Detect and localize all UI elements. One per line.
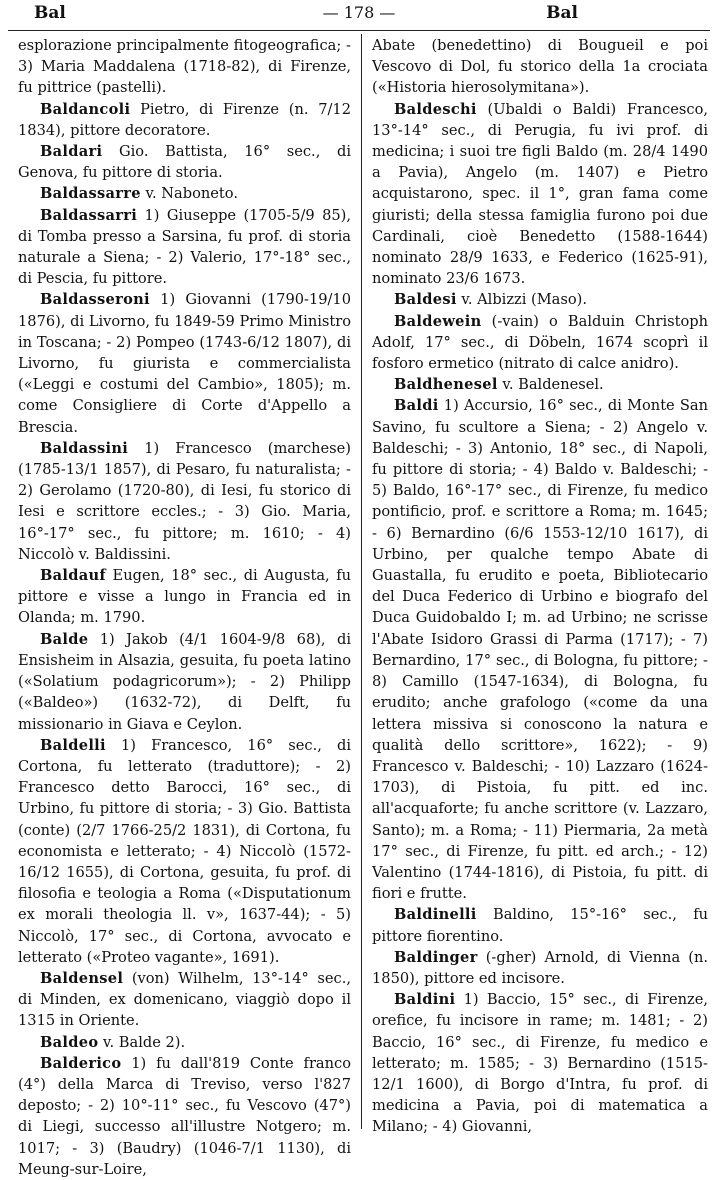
- entry-headword: Baldeo: [40, 1033, 99, 1051]
- entry-text: 1) Francesco, 16° sec., di Cortona, fu letterato (traduttore); - 2) Francesco detto Barocci, 16° sec., di Urbino, fu pittore di storia; - 3) Gio. Battista (conte) (2/7 1766-25/2 1831), di Cortona, fu economista e letterato; - 4) Niccolò (1572-16/12 1655), di Cortona, gesuita, fu prof. di filosofia e teologia a Roma («Disputationum ex morali theologia ll. v», 1637-44); - 5) Niccolò, 17° sec., di Cortona, avvocato e letterato («Proteo vagante», 1691).: [18, 736, 351, 966]
- entry-headword: Baldi: [394, 397, 439, 415]
- entry-headword: Baldassarre: [40, 185, 141, 203]
- entry-headword: Baldesi: [394, 291, 457, 309]
- entry-text: Gio. Battista, 16° sec., di Genova, fu pittore di storia.: [18, 143, 351, 182]
- entry-headword: Baldelli: [40, 736, 106, 754]
- dictionary-entry: [18, 35, 351, 99]
- dictionary-entry: [18, 735, 351, 968]
- entry-headword: Baldhenesel: [394, 376, 498, 394]
- page-header: [8, 0, 710, 30]
- entry-text: Pietro, di Firenze (n. 7/12 1834), pittore decoratore.: [18, 100, 352, 139]
- entry-text: v. Albizzi (Maso).: [461, 291, 587, 309]
- entry-text: (-gher) Arnold, di Vienna (n. 1850), pittore ed incisore.: [372, 948, 709, 987]
- entry-text: 1) Baccio, 15° sec., di Firenze, orefice, fu incisore in rame; m. 1481; - 2) Baccio, 16° sec., di Firenze, fu medico e letterato; m. 1585; - 3) Bernardino (1515-12/1 1600), di Borgo d'Intra, fu prof. di medicina a Pavia, poi di matematica a Milano; - 4) Giovanni,: [372, 991, 708, 1136]
- dictionary-entry: [18, 183, 351, 204]
- dictionary-entry: [18, 1032, 351, 1053]
- entry-headword: Baldinelli: [394, 906, 477, 924]
- running-head-right: Bal: [546, 3, 578, 23]
- entry-text: 1) Accursio, 16° sec., di Monte San Savino, fu scultore a Siena; - 2) Angelo v. Baldeschi; - 3) Antonio, 18° sec., di Napoli, fu pittore di storia; - 4) Baldo v. Baldeschi; - 5) Baldo, 16°-17° sec., di Firenze, fu medico pontificio, prof. e scrittore a Roma; m. 1645; - 6) Bernardino (6/6 1553-12/10 1617), di Urbino, per qualche tempo Abate di Guastalla, fu erudito e poeta, Bibliotecario del Duca Federico di Urbino e biografo del Duca Guidobaldo I; m. ad Urbino; ne scrisse l'Abate Isidoro Grassi di Parma (1717); - 7) Bernardino, 17° sec., di Bologna, fu pittore; - 8) Camillo (1547-1634), di Bologna, fu erudito; anche grafologo («come da una lettera missiva si conoscono la natura e qualità dello scrittore», 1622); - 9) Francesco v. Baldeschi; - 10) Lazzaro (1624-1703), di Pistoia, fu pitt. ed inc. all'acquaforte; fu anche scrittore (v. Lazzaro, Santo); m. a Roma; - 11) Piermaria, 2a metà 17° sec., di Firenze, fu pitt. ed arch.; - 12) Valentino (1744-1816), di Pistoia, fu pitt. di fiori e frutte.: [372, 397, 708, 903]
- dictionary-entry: [18, 565, 351, 629]
- entry-text: esplorazione principalmente fitogeografica; - 3) Maria Maddalena (1718-82), di Firenze, fu pittrice (pastelli).: [18, 37, 351, 97]
- dictionary-entry: [372, 289, 708, 310]
- entry-headword: Baldassini: [40, 439, 129, 457]
- entry-text: (von) Wilhelm, 13°-14° sec., di Minden, ex domenicano, viaggiò dopo il 1315 in Oriente.: [18, 969, 351, 1030]
- entry-text: 1) fu dall'819 Conte franco (4°) della Marca di Treviso, verso l'827 deposto; - 2) 10°-11° sec., fu Vescovo (47°) di Liegi, successo all'illustre Notgero; m. 1017; - 3) (Baudry) (1046-7/1 1130), di Meung-sur-Loire,: [18, 1054, 351, 1178]
- entry-headword: Baldancoli: [40, 100, 131, 118]
- entry-headword: Baldauf: [40, 567, 106, 585]
- entry-headword: Baldasseroni: [40, 291, 150, 309]
- entry-headword: Balderico: [40, 1054, 122, 1072]
- entry-text: 1) Jakob (4/1 1604-9/8 68), di Ensisheim in Alsazia, gesuita, fu poeta latino («Solatium podagricorum»); - 2) Philipp («Baldeo») (1632-72), di Delft, fu missionario in Giava e Ceylon.: [18, 630, 351, 733]
- dictionary-entry: [18, 141, 351, 183]
- entry-headword: Baldini: [394, 991, 456, 1009]
- entry-text: 1) Francesco (marchese) (1785-13/1 1857), di Pesaro, fu naturalista; - 2) Gerolamo (1720-80), di Iesi, fu storico di Iesi e scrittore eccles.; - 3) Gio. Maria, 16°-17° sec., fu pittore; m. 1610; - 4) Niccolò v. Baldissini.: [18, 439, 351, 563]
- entry-headword: Baldassarri: [40, 206, 138, 224]
- entry-text: (Ubaldi o Baldi) Francesco, 13°-14° sec., di Perugia, fu ivi prof. di medicina; i suoi tre figli Baldo (m. 28/4 1490 a Pavia), Angelo (m. 1407) e Pietro acquistarono, spec. il 1°, gran fama come giuristi; della stessa famiglia furono poi due Cardinali, cioè Benedetto (1588-1644) nominato 28/9 1633, e Federico (1625-91), nominato 23/6 1673.: [372, 100, 709, 288]
- dictionary-entry: [372, 35, 708, 99]
- dictionary-entry: [372, 311, 708, 375]
- dictionary-entry: [18, 1053, 351, 1180]
- dictionary-entry: [18, 438, 351, 565]
- right-column: [372, 35, 708, 1138]
- entry-text: (-vain) o Balduin Christoph Adolf, 17° sec., di Döbeln, 1674 scoprì il fosforo ermetico (nitrato di calce anidro).: [372, 312, 708, 373]
- dictionary-entry: [372, 989, 708, 1137]
- entry-text: Baldino, 15°-16° sec., fu pittore fiorentino.: [372, 906, 709, 945]
- dictionary-entry: [372, 904, 708, 946]
- entry-text: v. Naboneto.: [145, 185, 238, 203]
- dictionary-entry: [372, 395, 708, 904]
- entry-headword: Baldinger: [394, 948, 478, 966]
- entry-headword: Baldari: [40, 143, 103, 161]
- entry-text: v. Baldenesel.: [502, 376, 604, 394]
- entry-headword: Baldewein: [394, 312, 482, 330]
- dictionary-entry: [18, 629, 351, 735]
- entry-headword: Balde: [40, 630, 89, 648]
- left-column: [18, 35, 351, 1180]
- entry-headword: Baldeschi: [394, 100, 477, 118]
- dictionary-entry: [372, 99, 708, 290]
- entry-text: Eugen, 18° sec., di Augusta, fu pittore e visse a lungo in Francia ed in Olanda; m. 1790.: [18, 567, 352, 627]
- dictionary-entry: [372, 374, 708, 395]
- entry-text: 1) Giovanni (1790-19/10 1876), di Livorno, fu 1849-59 Primo Ministro in Toscana; - 2) Pompeo (1743-6/12 1807), di Livorno, fu giurista e commercialista («Leggi e costumi del Cambio», 1805); m. come Consigliere di Corte d'Appello a Brescia.: [18, 291, 351, 436]
- entry-headword: Baldensel: [40, 969, 124, 987]
- page-number: — 178 —: [322, 3, 396, 22]
- dictionary-entry: [18, 968, 351, 1032]
- entry-text: v. Balde 2).: [103, 1033, 186, 1051]
- dictionary-entry: [18, 205, 351, 290]
- column-divider: [361, 34, 362, 1129]
- dictionary-entry: [372, 947, 708, 989]
- running-head-left: Bal: [34, 3, 66, 23]
- header-rule: [8, 30, 710, 31]
- dictionary-entry: [18, 99, 351, 141]
- entry-text: Abate (benedettino) di Bougueil e poi Vescovo di Dol, fu storico della 1a crociata («Historia hierosolymitana»).: [372, 37, 708, 97]
- entry-text: 1) Giuseppe (1705-5/9 85), di Tomba presso a Sarsina, fu prof. di storia naturale a Siena; - 2) Valerio, 17°-18° sec., di Pescia, fu pittore.: [18, 206, 351, 288]
- dictionary-entry: [18, 289, 351, 437]
